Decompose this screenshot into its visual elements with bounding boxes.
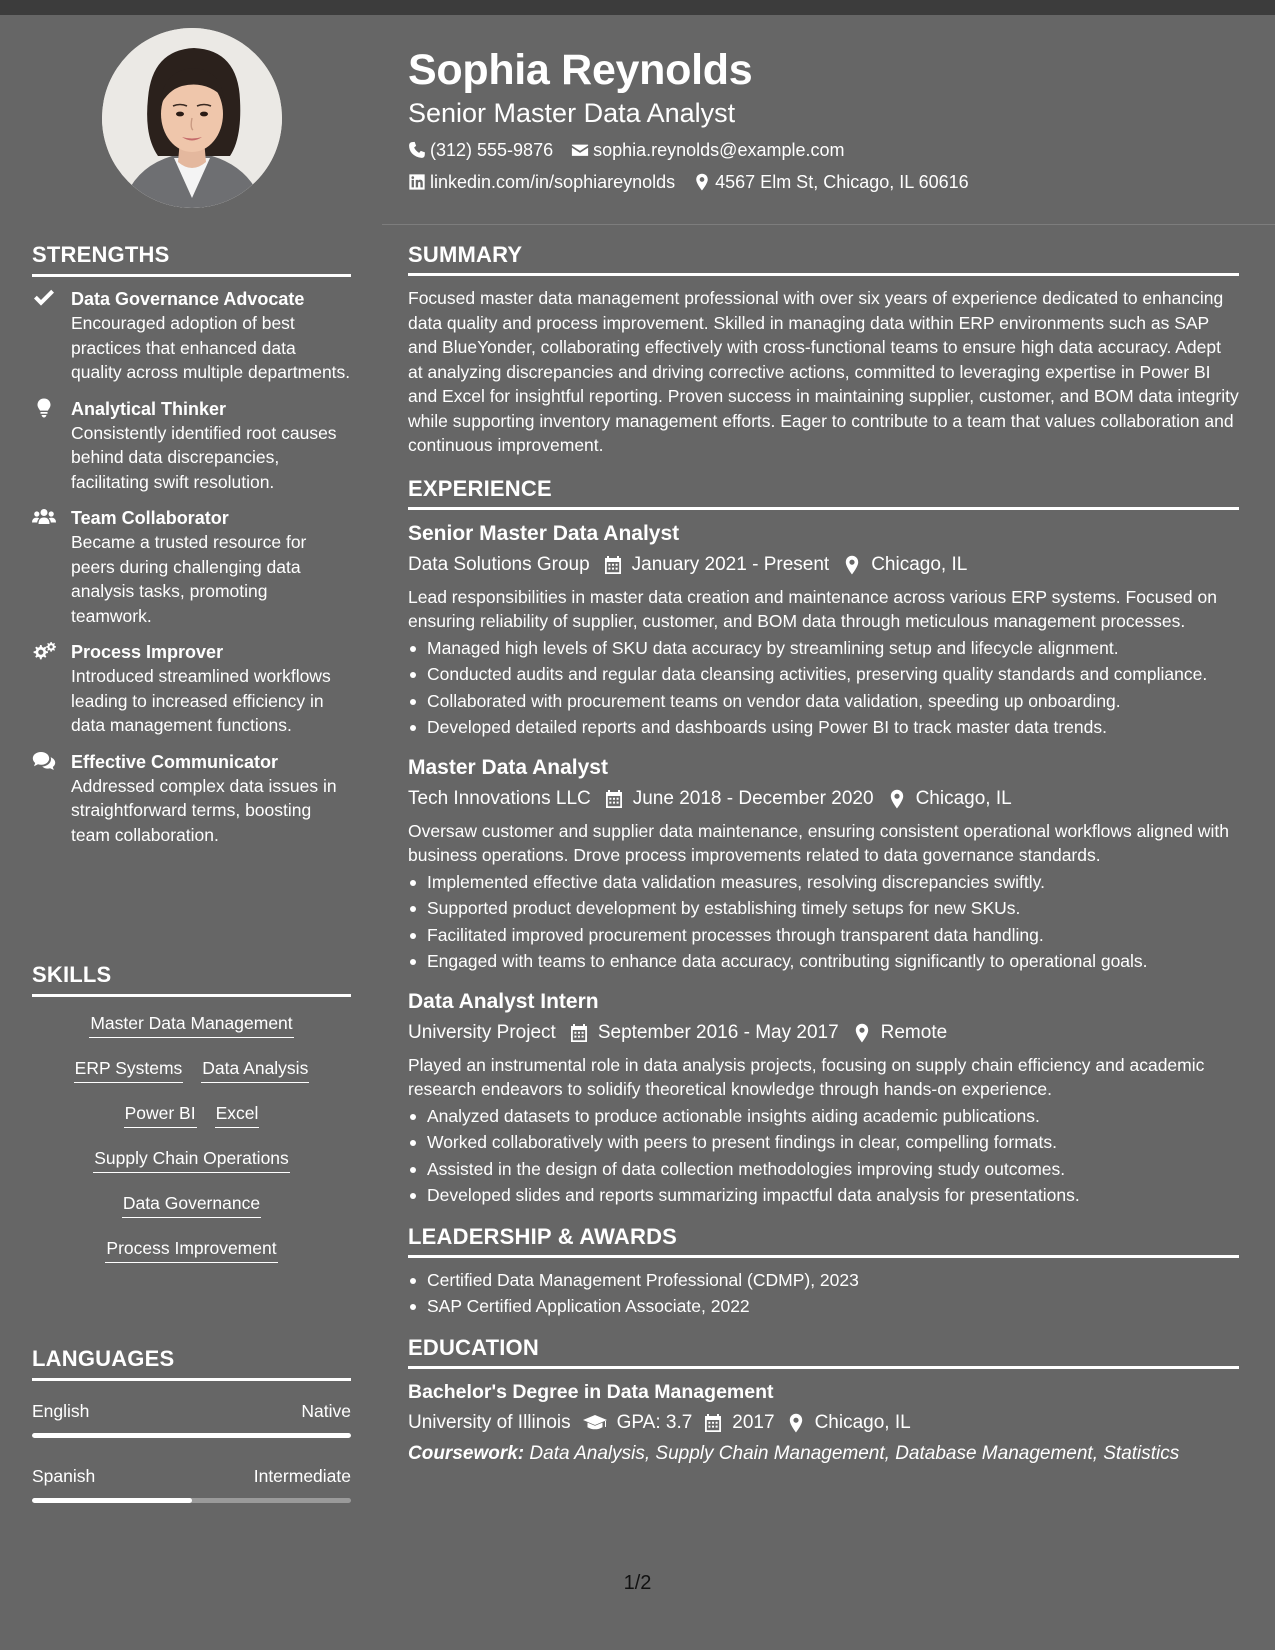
users-icon [32, 507, 56, 527]
job-meta [408, 785, 1239, 813]
email-contact[interactable] [571, 138, 844, 162]
job-bullet: Assisted in the design of data collection methodologies improving study outcomes. [408, 1157, 1239, 1182]
strength-title: Process Improver [71, 642, 224, 662]
skill-tag: Data Governance [122, 1191, 261, 1218]
job-entry [408, 988, 1239, 1208]
phone-icon [408, 141, 426, 159]
calendar-icon [704, 1413, 722, 1433]
language-level: Intermediate [253, 1466, 351, 1486]
job-description: Played an instrumental role in data analysis projects, focusing on supply chain efficiency and academic research endeavors to solidify theoretical knowledge through hands-on experience. [408, 1054, 1205, 1099]
job-location: Chicago, IL [871, 553, 968, 575]
cogs-icon [32, 641, 56, 661]
job-bullet: Managed high levels of SKU data accuracy by streamlining setup and lifecycle alignment. [408, 636, 1239, 661]
job-company: Data Solutions Group [408, 553, 590, 575]
skills-list [32, 1011, 351, 1281]
language-bar [32, 1498, 351, 1503]
skill-tag: Excel [215, 1101, 260, 1128]
summary-text: Focused master data management professional with over six years of experience dedicated to enhancing data quality and process improvement. Skilled in managing data within ERP environments such as SAP and BlueYonder, collaborating effectively with cross-functional teams to ensure high data accuracy. Adept at analyzing discrepancies and driving corrective actions, committed to leveraging expertise in Power BI and Excel for insightful reporting. Proven success in maintaining supplier, customer, and BOM data integrity while supporting inventory management efforts. Eager to contribute to a team that values collaboration and continuous improvement. [408, 288, 1239, 455]
job-title: Data Analyst Intern [408, 989, 599, 1013]
job-dates: June 2018 - December 2020 [632, 787, 874, 809]
school-name: University of Illinois [408, 1411, 571, 1433]
comments-icon [32, 751, 56, 771]
language-bar [32, 1433, 351, 1438]
summary-section [408, 242, 1239, 458]
job-location: Remote [880, 1021, 948, 1043]
degree-title: Bachelor's Degree in Data Management [408, 1380, 774, 1403]
skill-tag: Data Analysis [201, 1056, 309, 1083]
main-column [408, 242, 1239, 1468]
job-company: Tech Innovations LLC [408, 787, 591, 809]
skill-tag: Process Improvement [105, 1236, 277, 1263]
experience-heading: EXPERIENCE [408, 476, 1239, 510]
linkedin-text: linkedin.com/in/sophiareynolds [430, 172, 676, 192]
job-bullet: Worked collaboratively with peers to present findings in clear, compelling formats. [408, 1130, 1239, 1155]
awards-list [408, 1268, 1239, 1319]
job-description: Lead responsibilities in master data creation and maintenance across various ERP systems. Focused on ensuring reliability of supplier, customer, and BOM data through meticulous management processes. [408, 586, 1217, 631]
job-title: Master Data Analyst [408, 755, 608, 779]
leadership-section [408, 1224, 1239, 1319]
strength-title: Effective Communicator [71, 751, 279, 772]
map-pin-icon [693, 173, 711, 191]
gpa-text: GPA: 3.7 [616, 1411, 693, 1433]
job-title: Senior Master Data Analyst [408, 521, 680, 545]
language-bar-fill [32, 1498, 192, 1503]
job-meta [408, 551, 1239, 579]
strength-desc: Addressed complex data issues in straightforward terms, boosting team collaboration. [71, 775, 337, 845]
calendar-icon [605, 789, 623, 809]
skill-tag: ERP Systems [74, 1056, 184, 1083]
language-item [32, 1399, 351, 1438]
map-pin-icon [843, 555, 861, 575]
education-location: Chicago, IL [814, 1411, 911, 1433]
check-icon [32, 288, 56, 308]
lightbulb-icon [32, 398, 56, 418]
skills-heading: SKILLS [32, 962, 351, 997]
language-name: English [32, 1401, 90, 1421]
top-bar [0, 0, 1275, 15]
job-bullet: Engaged with teams to enhance data accuracy, contributing significantly to operational goals. [408, 949, 1239, 974]
coursework [408, 1440, 1239, 1468]
job-dates: January 2021 - Present [631, 553, 830, 575]
strength-item [32, 397, 351, 495]
strength-title: Analytical Thinker [71, 398, 227, 419]
strengths-heading: STRENGTHS [32, 242, 351, 277]
contact-row [408, 138, 1238, 162]
experience-section [408, 476, 1239, 1208]
job-meta [408, 1019, 1239, 1047]
job-bullet: Conducted audits and regular data cleansing activities, preserving quality standards and compliance. [408, 662, 1239, 687]
strength-desc: Consistently identified root causes behind data discrepancies, facilitating swift resolution. [71, 422, 337, 492]
skill-tag: Master Data Management [89, 1011, 293, 1038]
job-bullet: Collaborated with procurement teams on vendor data validation, speeding up onboarding. [408, 689, 1239, 714]
skill-tag: Power BI [124, 1101, 197, 1128]
languages-heading: LANGUAGES [32, 1346, 351, 1381]
job-bullet: Developed detailed reports and dashboards using Power BI to track master data trends. [408, 715, 1239, 740]
address-text: 4567 Elm St, Chicago, IL 60616 [715, 172, 969, 192]
job-bullet: Developed slides and reports summarizing impactful data analysis for presentations. [408, 1183, 1239, 1208]
job-company: University Project [408, 1021, 556, 1043]
job-dates: September 2016 - May 2017 [597, 1021, 839, 1043]
skills-section [32, 962, 351, 1281]
summary-heading: SUMMARY [408, 242, 1239, 276]
strength-desc: Encouraged adoption of best practices that enhanced data quality across multiple departments. [71, 313, 351, 382]
candidate-title: Senior Master Data Analyst [408, 98, 736, 128]
phone-text: (312) 555-9876 [430, 140, 554, 160]
award-item: SAP Certified Application Associate, 2022 [408, 1294, 1239, 1319]
languages-section [32, 1346, 351, 1503]
job-bullets [408, 1104, 1239, 1208]
phone-contact[interactable] [408, 138, 553, 162]
graduation-cap-icon [583, 1413, 607, 1433]
education-heading: EDUCATION [408, 1335, 1239, 1369]
email-text: sophia.reynolds@example.com [593, 140, 845, 160]
strength-title: Team Collaborator [71, 508, 229, 528]
candidate-name: Sophia Reynolds [408, 46, 753, 94]
strength-item [32, 640, 351, 738]
strength-item [32, 506, 351, 628]
address-contact [693, 170, 969, 194]
language-name: Spanish [32, 1466, 96, 1486]
job-bullets [408, 636, 1239, 740]
avatar [102, 28, 282, 208]
job-entry [408, 754, 1239, 974]
education-section [408, 1335, 1239, 1468]
award-item: Certified Data Management Professional (CDMP), 2023 [408, 1268, 1239, 1293]
map-pin-icon [787, 1413, 805, 1433]
strength-title: Data Governance Advocate [71, 289, 305, 309]
graduation-year: 2017 [732, 1411, 775, 1433]
linkedin-icon [408, 173, 426, 191]
job-location: Chicago, IL [915, 787, 1012, 809]
calendar-icon [570, 1023, 588, 1043]
resume-header [408, 44, 1238, 194]
envelope-icon [571, 141, 589, 159]
job-bullet: Implemented effective data validation measures, resolving discrepancies swiftly. [408, 870, 1239, 895]
map-pin-icon [888, 789, 906, 809]
job-bullet: Analyzed datasets to produce actionable insights aiding academic publications. [408, 1104, 1239, 1129]
coursework-text: Data Analysis, Supply Chain Management, Database Management, Statistics [529, 1442, 1180, 1464]
linkedin-contact[interactable] [408, 170, 675, 194]
education-meta [408, 1409, 1239, 1437]
coursework-label: Coursework: [408, 1442, 525, 1464]
strength-item [32, 287, 351, 385]
language-bar-fill [32, 1433, 351, 1438]
language-item [32, 1464, 351, 1503]
strength-item [32, 750, 351, 848]
job-bullets [408, 870, 1239, 974]
language-level: Native [301, 1401, 351, 1421]
strengths-list [32, 287, 351, 847]
job-bullet: Facilitated improved procurement processes through transparent data handling. [408, 923, 1239, 948]
header-divider [382, 224, 1275, 225]
job-bullet: Supported product development by establishing timely setups for new SKUs. [408, 896, 1239, 921]
map-pin-icon [853, 1023, 871, 1043]
job-description: Oversaw customer and supplier data maintenance, ensuring consistent operational workflows aligned with business operations. Drove process improvements related to data governance standards. [408, 820, 1229, 865]
skill-tag: Supply Chain Operations [93, 1146, 290, 1173]
strength-desc: Introduced streamlined workflows leading to increased efficiency in data management functions. [71, 666, 331, 735]
contact-row [408, 170, 1238, 194]
calendar-icon [604, 555, 622, 575]
job-entry [408, 520, 1239, 740]
strengths-section [32, 242, 351, 859]
leadership-heading: LEADERSHIP & AWARDS [408, 1224, 1239, 1258]
strength-desc: Became a trusted resource for peers during challenging data analysis tasks, promoting teamwork. [71, 532, 307, 626]
page-number: 1/2 [623, 1572, 652, 1594]
